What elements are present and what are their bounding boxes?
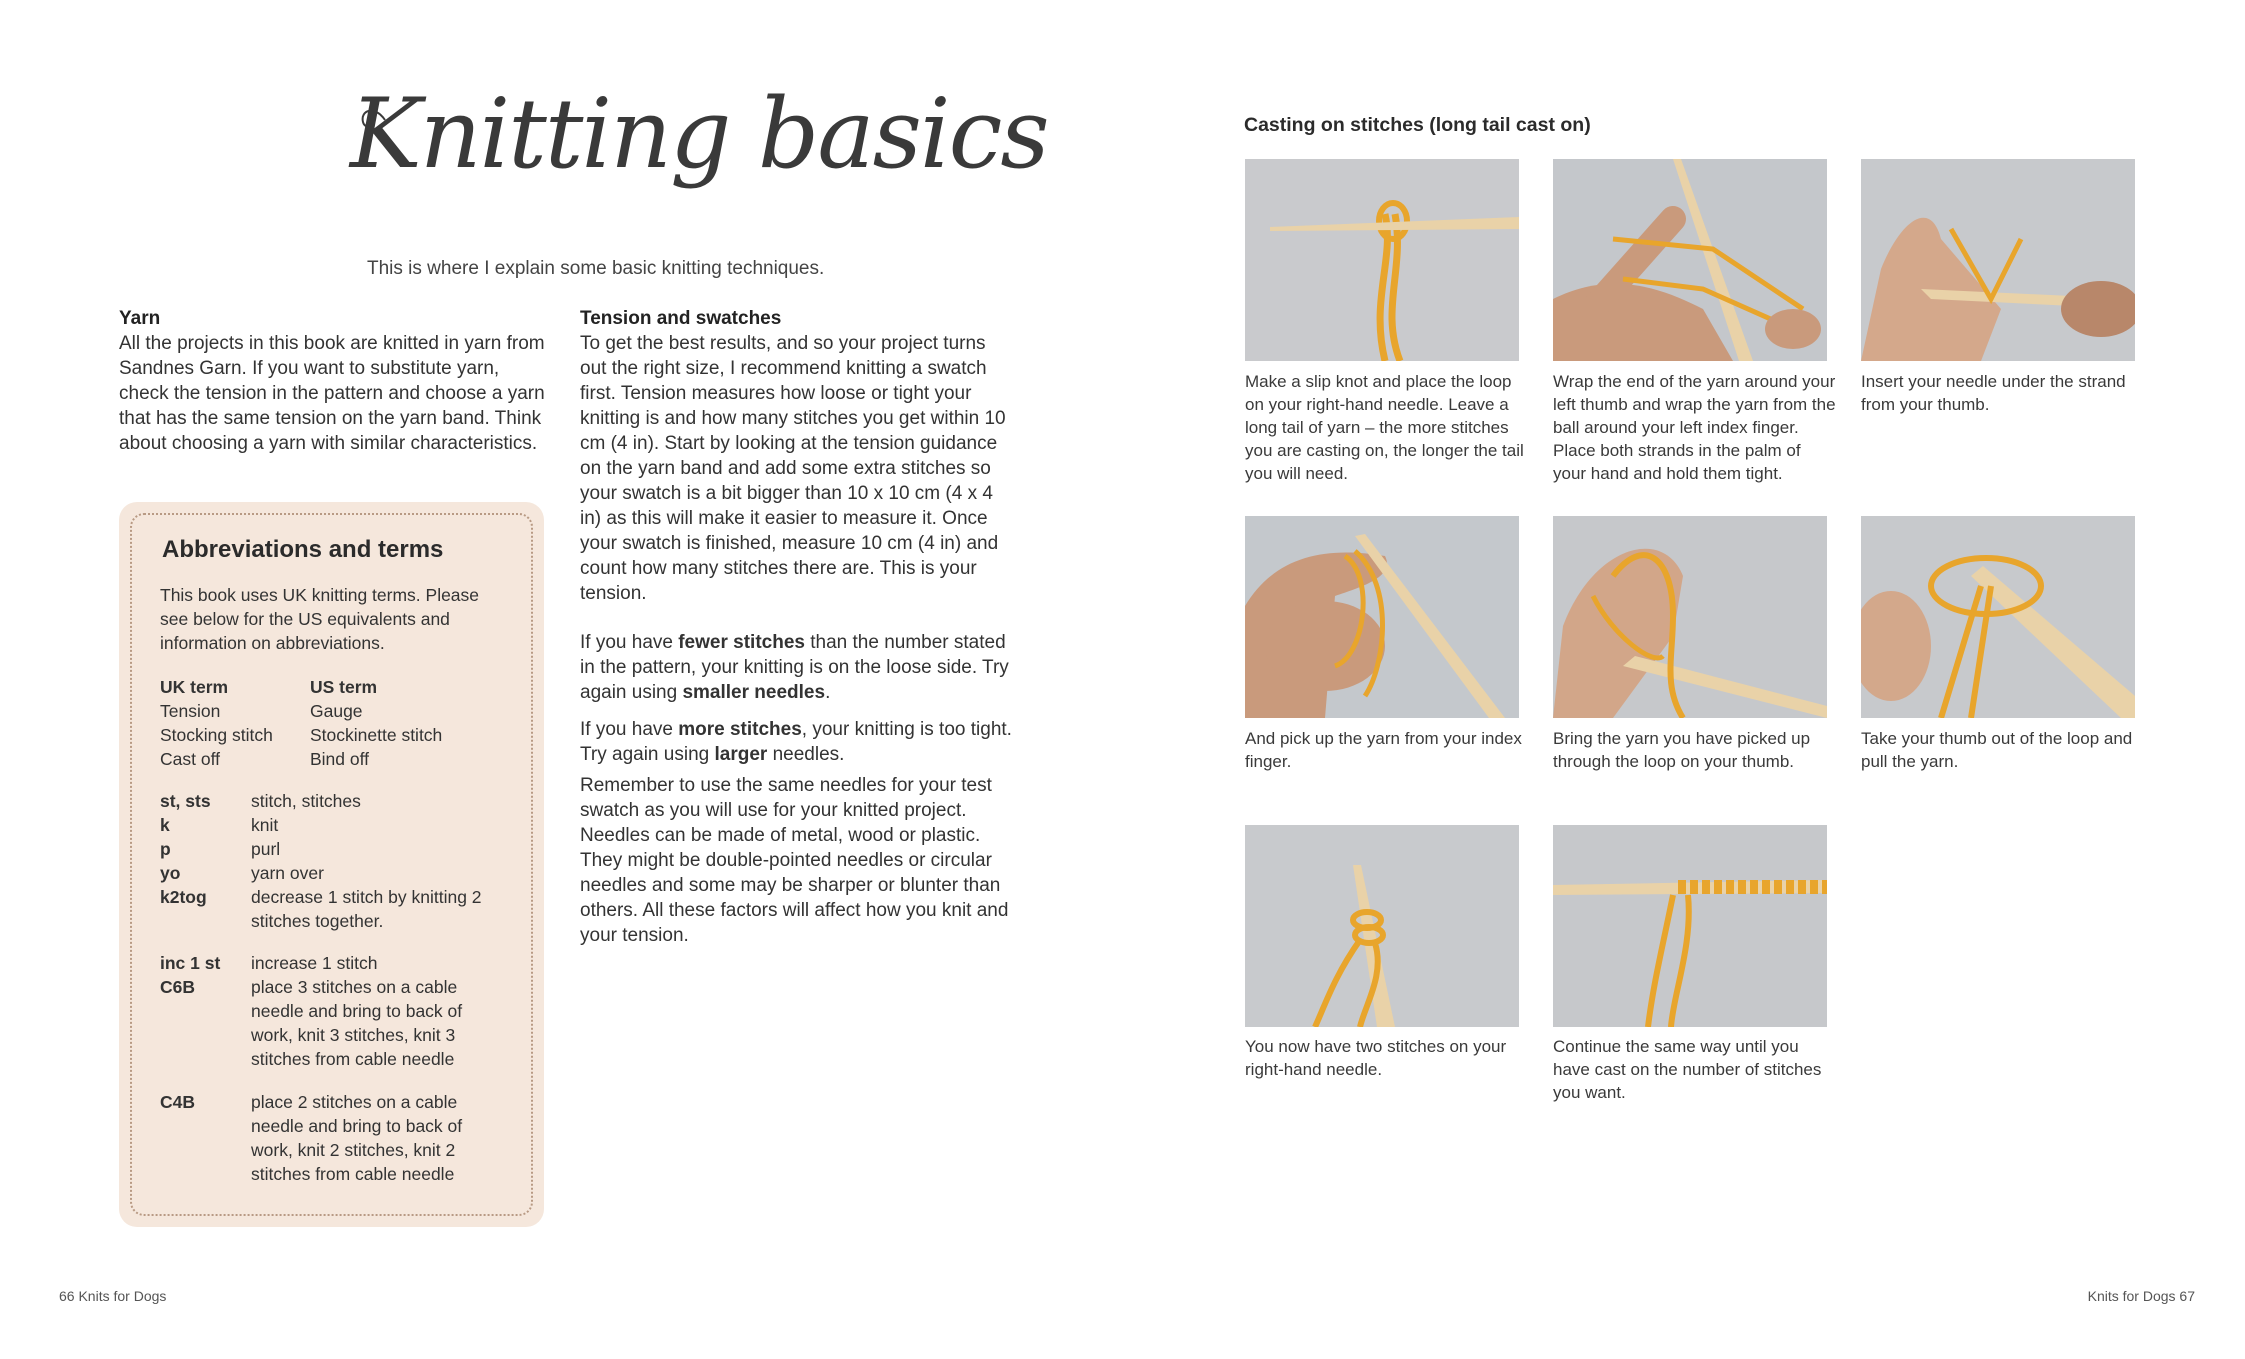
abbr-def: knit	[251, 815, 279, 835]
uk-term-header: UK term	[160, 677, 229, 697]
uk-term: Cast off	[160, 749, 220, 769]
abbr-def: purl	[251, 839, 281, 859]
abbr-def: yarn over	[251, 863, 324, 883]
abbr-key: C6B	[160, 977, 196, 997]
step-3-caption: Insert your needle under the strand from your thumb.	[1861, 372, 2126, 414]
uk-term: Tension	[160, 701, 221, 721]
abbr-key: p	[160, 839, 171, 859]
step-1-caption: Make a slip knot and place the loop on your right-hand needle. Leave a long tail of yarn – the more stitches you are casting on, the longer the tail you will need.	[1245, 372, 1524, 483]
footer-left: 66 Knits for Dogs	[59, 1288, 167, 1304]
abbr-key: C4B	[160, 1092, 196, 1112]
step-6-photo	[1861, 516, 2135, 718]
abbreviations-intro: This book uses UK knitting terms. Please see below for the US equivalents and information on abbreviations.	[160, 585, 480, 653]
us-term: Stockinette stitch	[310, 725, 443, 745]
step-6-caption: Take your thumb out of the loop and pull the yarn.	[1861, 729, 2133, 771]
step-1-photo	[1245, 159, 1519, 361]
step-7-caption: You now have two stitches on your right-hand needle.	[1245, 1037, 1507, 1079]
us-term: Gauge	[310, 701, 363, 721]
yarn-body: All the projects in this book are knitted in yarn from Sandnes Garn. If you want to substitute yarn, check the tension in the pattern and choose a yarn that has the same tension on the yarn band. Think about choosing a yarn with similar characteristics.	[119, 333, 545, 454]
yarn-section	[119, 306, 554, 456]
step-8-photo	[1553, 825, 1827, 1027]
step-2-photo	[1553, 159, 1827, 361]
step-7-photo	[1245, 825, 1519, 1027]
step-4-photo	[1245, 516, 1519, 718]
abbr-def: place 2 stitches on a cable needle and bring to back of work, knit 2 stitches, knit 2 stitches from cable needle	[251, 1092, 463, 1184]
tension-paragraph-1: To get the best results, and so your project turns out the right size, I recommend knitting a swatch first. Tension measures how loose or tight your knitting is and how many stitches you get within 10 cm (4 in). Start by looking at the tension guidance on the yarn band and add some extra stitches so your swatch is a bit bigger than 10 x 10 cm (4 x 4 in) as this will make it easier to measure it. Once your swatch is finished, measure 10 cm (4 in) and count how many stitches there are. This is your tension.	[580, 333, 1006, 604]
yarn-heading: Yarn	[119, 308, 161, 329]
step-5-caption: Bring the yarn you have picked up through the loop on your thumb.	[1553, 729, 1811, 771]
tension-paragraph-2: If you have fewer stitches than the number stated in the pattern, your knitting is on the loose side. Try again using smaller needles.	[580, 632, 1009, 703]
tension-heading: Tension and swatches	[580, 308, 782, 329]
abbr-key: k	[160, 815, 170, 835]
abbr-key: yo	[160, 863, 181, 883]
tension-paragraph-4: Remember to use the same needles for your test swatch as you will use for your knitted project. Needles can be made of metal, wood or plastic. They might be double-pointed needles or circular needles and some may be sharper or blunter than others. All these factors will affect how you knit and your tension.	[580, 775, 1009, 946]
abbr-def: place 3 stitches on a cable needle and bring to back of work, knit 3 stitches, knit 3 stitches from cable needle	[251, 977, 463, 1069]
tension-paragraph-3: If you have more stitches, your knitting is too tight. Try again using larger needles.	[580, 719, 1012, 765]
abbr-def: decrease 1 stitch by knitting 2 stitches together.	[251, 887, 482, 931]
us-term-header: US term	[310, 677, 378, 697]
step-2-caption: Wrap the end of the yarn around your left thumb and wrap the yarn from the ball around your left index finger. Place both strands in the palm of your hand and hold them tight.	[1553, 372, 1836, 483]
step-3-photo	[1861, 159, 2135, 361]
step-8-caption: Continue the same way until you have cast on the number of stitches you want.	[1553, 1037, 1822, 1102]
step-4-caption: And pick up the yarn from your index finger.	[1245, 729, 1522, 771]
abbreviations-title: Abbreviations and terms	[162, 536, 444, 563]
us-term: Bind off	[310, 749, 370, 769]
step-5-photo	[1553, 516, 1827, 718]
abbr-def: stitch, stitches	[251, 791, 361, 811]
abbr-key: inc 1 st	[160, 953, 221, 973]
casting-on-heading: Casting on stitches (long tail cast on)	[1244, 114, 1591, 136]
footer-right: Knits for Dogs 67	[2087, 1288, 2195, 1304]
abbr-key: k2tog	[160, 887, 207, 907]
page-title: Knitting basics	[350, 78, 1048, 190]
abbr-key: st, sts	[160, 791, 211, 811]
uk-term: Stocking stitch	[160, 725, 273, 745]
intro-text: This is where I explain some basic knitting techniques.	[367, 258, 825, 279]
tension-section	[580, 306, 1012, 960]
abbr-def: increase 1 stitch	[251, 953, 378, 973]
